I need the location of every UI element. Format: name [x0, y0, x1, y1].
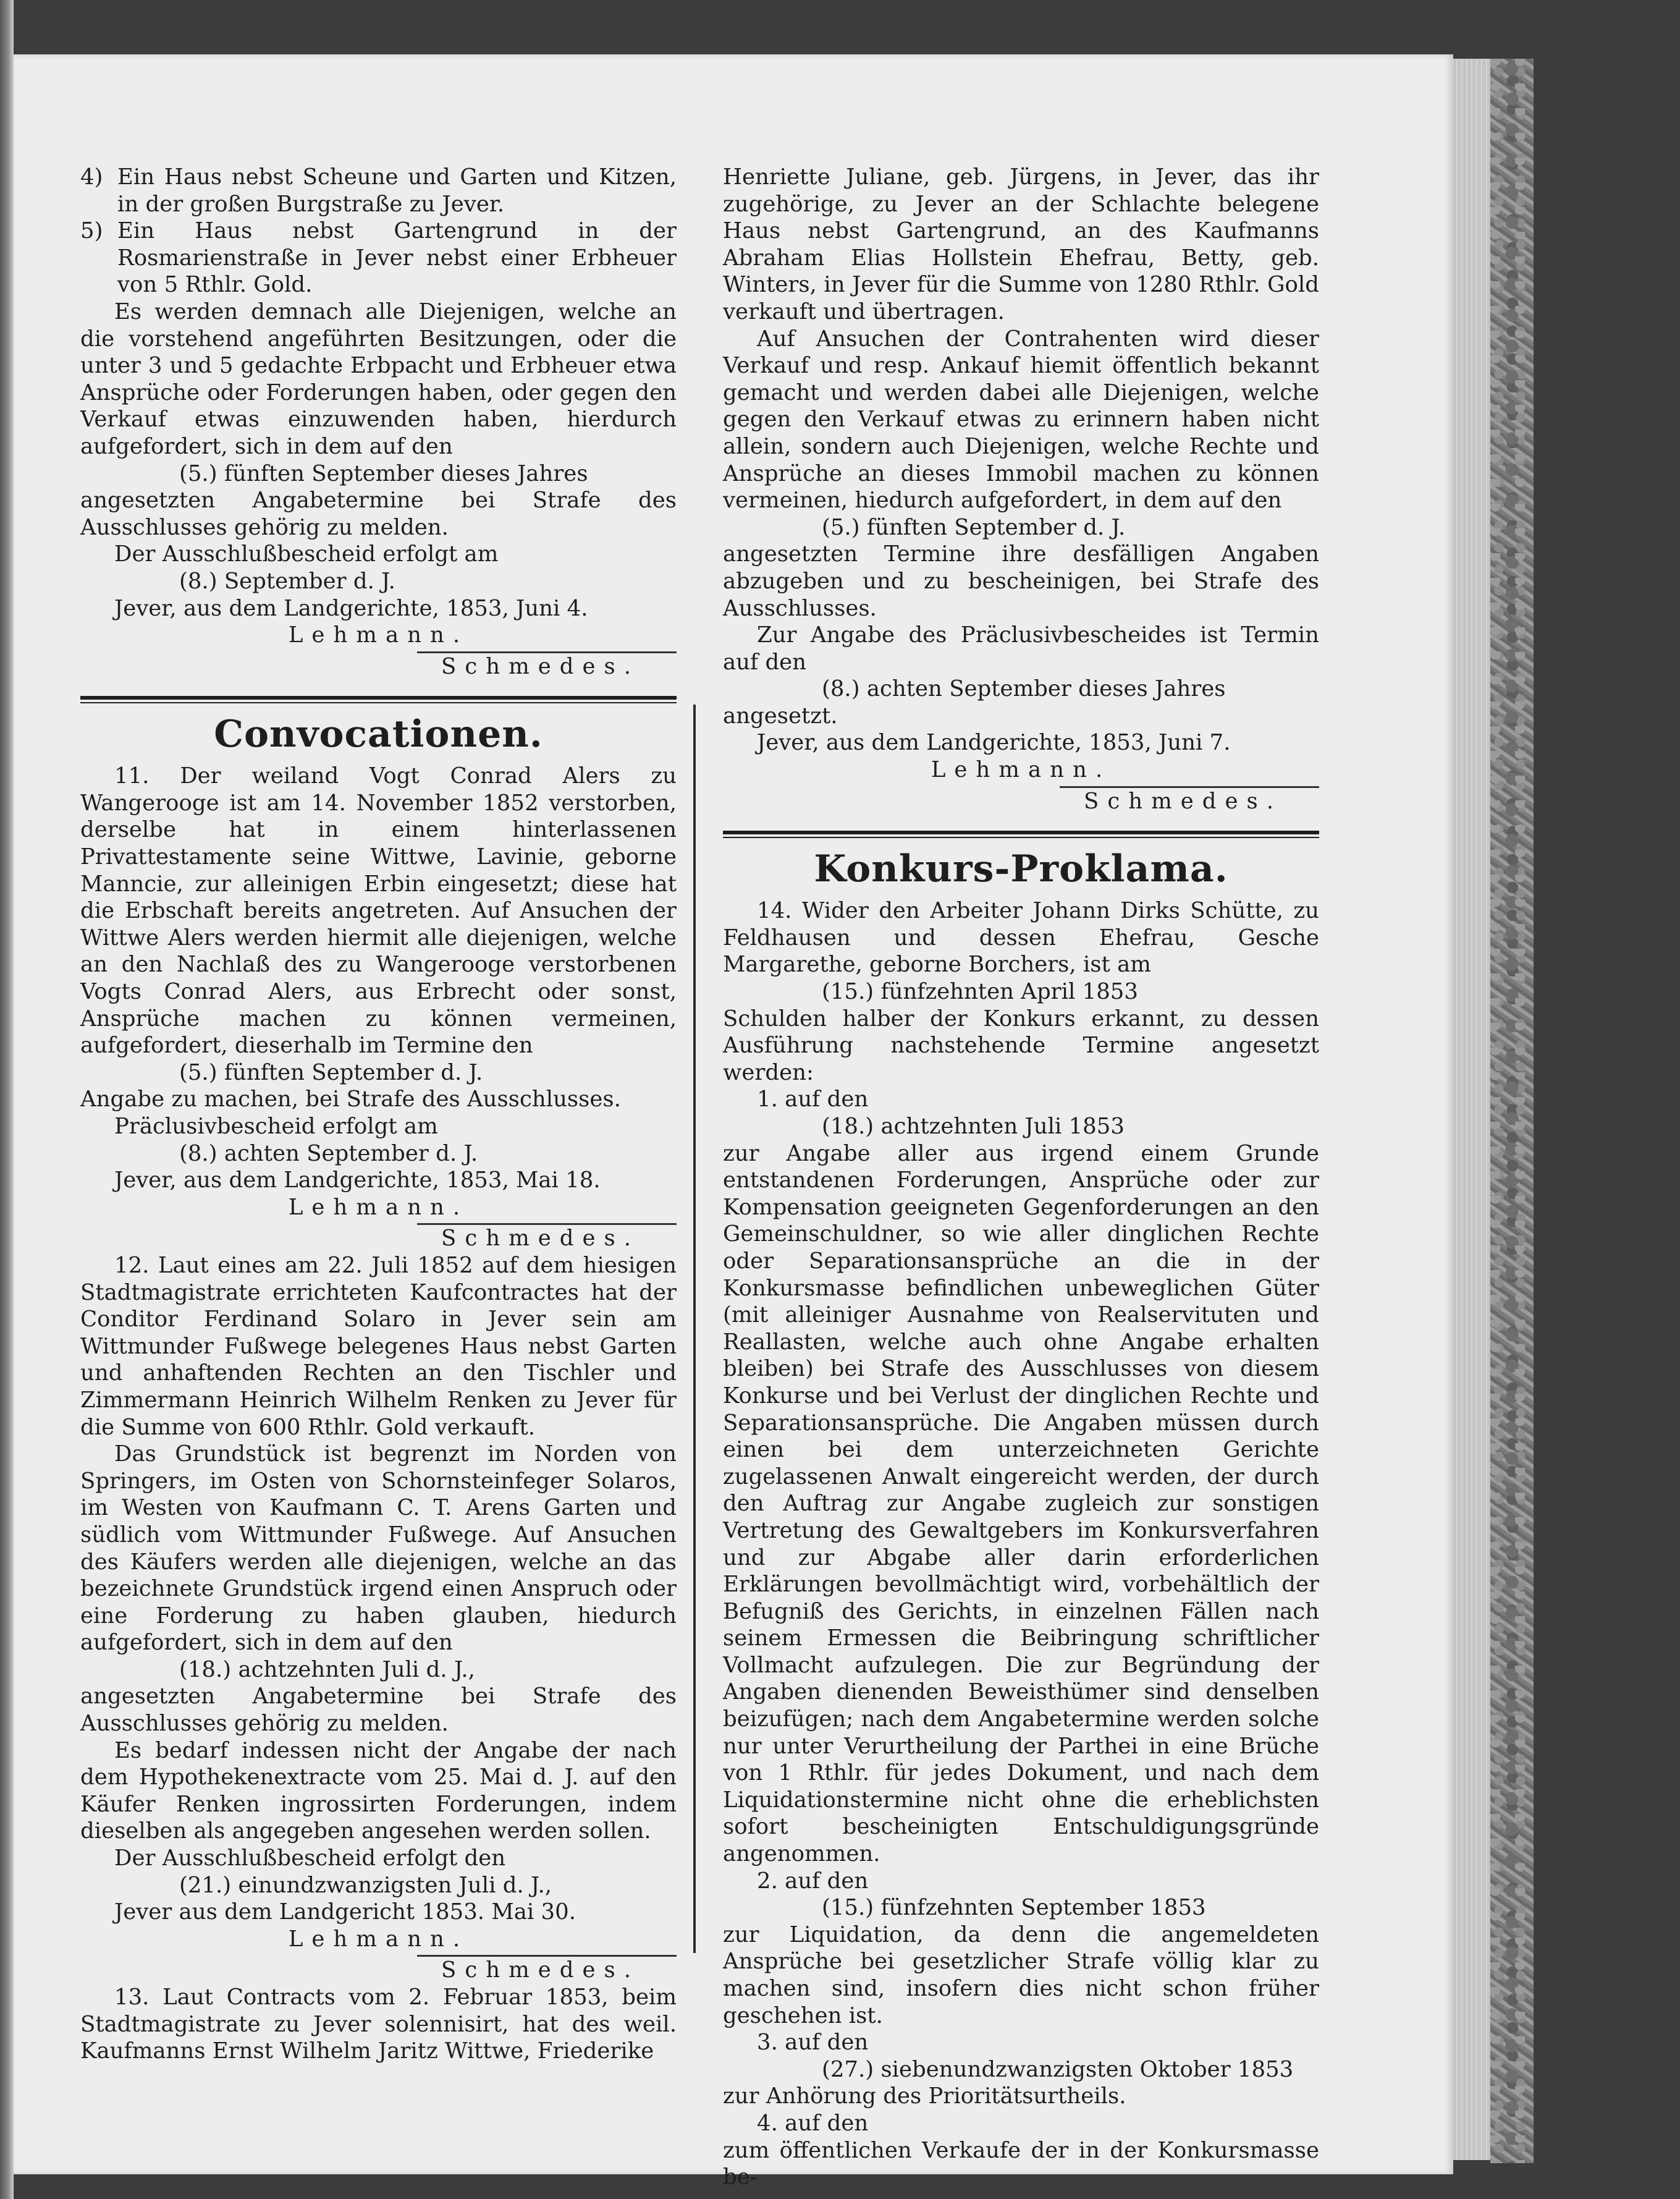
notice-paragraph: 13. Laut Contracts vom 2. Februar 1853, beim Stadtmagistrate zu Jever solennisirt, hat des weil. Kaufmanns Ernst Wilhelm Jaritz Wittwe, Friederike — [80, 1985, 677, 2064]
marbled-cover-edge — [1490, 59, 1534, 2163]
notice-paragraph: 12. Laut eines am 22. Juli 1852 auf dem hiesigen Stadtmagistrate errichteten Kaufcontractes hat der Conditor Ferdinand Solaro in Jever sein am Wittmunder Fußwege belegenes Haus nebst Garten und anhaftenden Rechten an den Tischler und Zimmermann Heinrich Wilhelm Renken zu Jever für die Summe von 600 Rthlr. Gold verkauft. — [80, 1252, 677, 1440]
right-column — [723, 164, 1319, 2191]
column-divider — [693, 705, 696, 1953]
notice-paragraph: zur Liquidation, da denn die angemeldeten Ansprüche bei gesetzlicher Strafe völlig klar zu machen sind, insofern dies nicht schon früher geschehen ist. — [723, 1921, 1319, 2028]
signature: Lehmann. — [288, 622, 469, 648]
notice-paragraph: angesetzten Angabetermine bei Strafe des Ausschlusses gehörig zu melden. — [80, 1684, 677, 1737]
notice-paragraph: Zur Angabe des Präclusivbescheides ist Termin auf den — [723, 622, 1319, 675]
term-date: (8.) achten September d. J. — [179, 1140, 478, 1166]
notice-paragraph: Auf Ansuchen der Contrahenten wird dieser Verkauf und resp. Ankauf hiemit öffentlich bekannt gemacht und werden dabei alle Diejenigen, welche gegen den Verkauf etwas zu erinnern haben nicht allein, sondern auch Diejenigen, welche Rechte und Ansprüche an dieses Immobil machen zu können vermeinen, hiedurch aufgefordert, in dem auf den — [723, 326, 1319, 514]
list-item — [80, 164, 677, 218]
decision-line: Der Ausschlußbescheid erfolgt am — [114, 541, 499, 567]
item-text: Ein Haus nebst Gartengrund in der Rosmarienstraße in Jever nebst einer Erbheuer von 5 Rthlr. Gold. — [117, 218, 677, 298]
notice-paragraph: Es bedarf indessen nicht der Angabe der nach dem Hypothekenextracte vom 25. Mai d. J. auf den Käufer Renken ingrossirten Forderungen, indem dieselben als angegeben angesehen werden sollen. — [80, 1737, 677, 1844]
place-date: Jever, aus dem Landgerichte, 1853, Juni 7. — [757, 730, 1231, 756]
notice-paragraph: Das Grundstück ist begrenzt im Norden von Springers, im Osten von Schornsteinfeger Solaros, im Westen von Kaufmann C. T. Arens Garten und südlich vom Wittmunder Fußwege. Auf Ansuchen des Käufers werden alle diejenigen, welche an das bezeichnete Grundstück irgend einen Anspruch oder eine Forderung zu haben glauben, hiedurch aufgefordert, sich in dem auf den — [80, 1441, 677, 1656]
notice-paragraph: angesetzten Termine ihre desfälligen Angaben abzugeben und zu bescheinigen, bei Strafe des Ausschlusses. — [723, 541, 1319, 621]
section-heading: Convocationen. — [214, 713, 543, 756]
signature: Schmedes. — [1084, 788, 1282, 814]
notice-paragraph: 11. Der weiland Vogt Conrad Alers zu Wangerooge ist am 14. November 1852 verstorben, derselbe hat in einem hinterlassenen Privattestamente seine Wittwe, Lavinie, geborne Manncie, zur alleinigen Erbin eingesetzt; diese hat die Erbschaft bereits angetreten. Auf Ansuchen der Wittwe Alers werden hiermit alle diejenigen, welche an den Nachlaß des zu Wangerooge verstorbenen Vogts Conrad Alers, aus Erbrecht oder sonst, Ansprüche machen zu können vermeinen, aufgefordert, dieserhalb im Termine den — [80, 763, 677, 1059]
book-binding — [0, 0, 14, 2199]
notice-paragraph: angesetzt. — [723, 703, 838, 729]
term-date: (5.) fünften September d. J. — [179, 1059, 483, 1085]
item-text: Ein Haus nebst Scheune und Garten und Kitzen, in der großen Burgstraße zu Jever. — [117, 164, 677, 217]
term-date: (18.) achtzehnten Juli 1853 — [822, 1114, 1125, 1139]
notice-paragraph: zum öffentlichen Verkaufe der in der Konkursmasse be- — [723, 2137, 1319, 2190]
signature: Lehmann. — [288, 1926, 469, 1952]
place-date: Jever, aus dem Landgerichte, 1853, Juni 4. — [114, 595, 588, 621]
notice-paragraph: zur Anhörung des Prioritätsurtheils. — [723, 2083, 1126, 2109]
term-date: (21.) einundzwanzigsten Juli d. J., — [179, 1872, 552, 1898]
term-date: (18.) achtzehnten Juli d. J., — [179, 1656, 475, 1682]
term-date: (15.) fünfzehnten September 1853 — [822, 1895, 1206, 1921]
notice-paragraph: angesetzten Angabetermine bei Strafe des Ausschlusses gehörig zu melden. — [80, 488, 677, 540]
item-number: 4) — [80, 164, 103, 190]
section-rule — [723, 831, 1319, 838]
decision-line: Präclusivbescheid erfolgt am — [114, 1114, 438, 1139]
place-date: Jever aus dem Landgericht 1853. Mai 30. — [114, 1899, 576, 1925]
left-column — [80, 164, 677, 2065]
decision-line: Der Ausschlußbescheid erfolgt den — [114, 1845, 506, 1871]
term-label: 2. auf den — [757, 1868, 869, 1894]
signature: Schmedes. — [441, 653, 639, 679]
section-rule — [80, 696, 677, 703]
notice-paragraph: 14. Wider den Arbeiter Johann Dirks Schütte, zu Feldhausen und dessen Ehefrau, Gesche Margarethe, geborne Borchers, ist am — [723, 898, 1319, 978]
list-item — [80, 218, 677, 299]
term-label: 4. auf den — [757, 2110, 869, 2136]
term-date: (5.) fünften September d. J. — [822, 514, 1126, 540]
term-label: 1. auf den — [757, 1087, 869, 1112]
term-label: 3. auf den — [757, 2030, 869, 2056]
notice-paragraph: Angabe zu machen, bei Strafe des Ausschlusses. — [80, 1087, 621, 1112]
term-date: (5.) fünften September dieses Jahres — [179, 460, 588, 486]
item-number: 5) — [80, 218, 103, 244]
term-date: (27.) siebenundzwanzigsten Oktober 1853 — [822, 2056, 1294, 2082]
notice-paragraph: Es werden demnach alle Diejenigen, welche an die vorstehend angeführten Besitzungen, oder die unter 3 und 5 gedachte Erbpacht und Erbheuer etwa Ansprüche oder Forderungen haben, oder gegen den Verkauf etwas einzuwenden haben, hierdurch aufgefordert, sich in dem auf den — [80, 299, 677, 459]
notice-paragraph: Schulden halber der Konkurs erkannt, zu dessen Ausführung nachstehende Termine angesetzt werden: — [723, 1006, 1319, 1085]
section-heading: Konkurs-Proklama. — [814, 847, 1228, 891]
signature: Lehmann. — [288, 1194, 469, 1220]
signature: Lehmann. — [931, 757, 1112, 783]
notice-paragraph: Henriette Juliane, geb. Jürgens, in Jever, das ihr zugehörige, zu Jever an der Schlachte belegene Haus nebst Gartengrund, an des Kaufmanns Abraham Elias Hollstein Ehefrau, Betty, geb. Winters, in Jever für die Summe von 1280 Rthlr. Gold verkauft und übertragen. — [723, 164, 1319, 324]
notice-paragraph: zur Angabe aller aus irgend einem Grunde entstandenen Forderungen, Ansprüche oder zur Kompensation geeigneten Gegenforderungen an den Gemeinschuldner, so wie aller dinglichen Rechte oder Separationsansprüche an die in der Konkursmasse befindlichen unbeweglichen Güter (mit alleiniger Ausnahme von Realservituten und Reallasten, welche auch ohne Angabe erhalten bleiben) bei Strafe des Ausschlusses von diesem Konkurse und bei Verlust der dinglichen Rechte und Separationsansprüche. Die Angaben müssen durch einen bei dem unterzeichneten Gerichte zugelassenen Anwalt eingereicht werden, der durch den Auftrag zur Angabe zugleich zur sonstigen Vertretung des Gewaltgebers im Konkursverfahren und zur Abgabe aller darin erforderlichen Erklärungen bevollmächtigt wird, vorbehältlich der Befugniß des Gerichts, in einzelnen Fällen nach seinem Ermessen die Beibringung schriftlicher Vollmacht aufzulegen. Die zur Begründung der Angaben dienenden Beweisthümer sind denselben beizufügen; nach dem Angabetermine werden solche nur unter Verurtheilung der Parthei in eine Brüche von 1 Rthlr. für jedes Dokument, und nach dem Liquidationstermine nicht ohne die erheblichsten sofort bescheinigten Entschuldigungsgründe angenommen. — [723, 1140, 1319, 1867]
page-edges — [1453, 59, 1490, 2160]
signature: Schmedes. — [441, 1957, 639, 1983]
term-date: (8.) achten September dieses Jahres — [822, 676, 1226, 702]
place-date: Jever, aus dem Landgerichte, 1853, Mai 18. — [114, 1167, 601, 1193]
signature: Schmedes. — [441, 1226, 639, 1252]
term-date: (8.) September d. J. — [179, 568, 395, 594]
term-date: (15.) fünfzehnten April 1853 — [822, 979, 1138, 1005]
